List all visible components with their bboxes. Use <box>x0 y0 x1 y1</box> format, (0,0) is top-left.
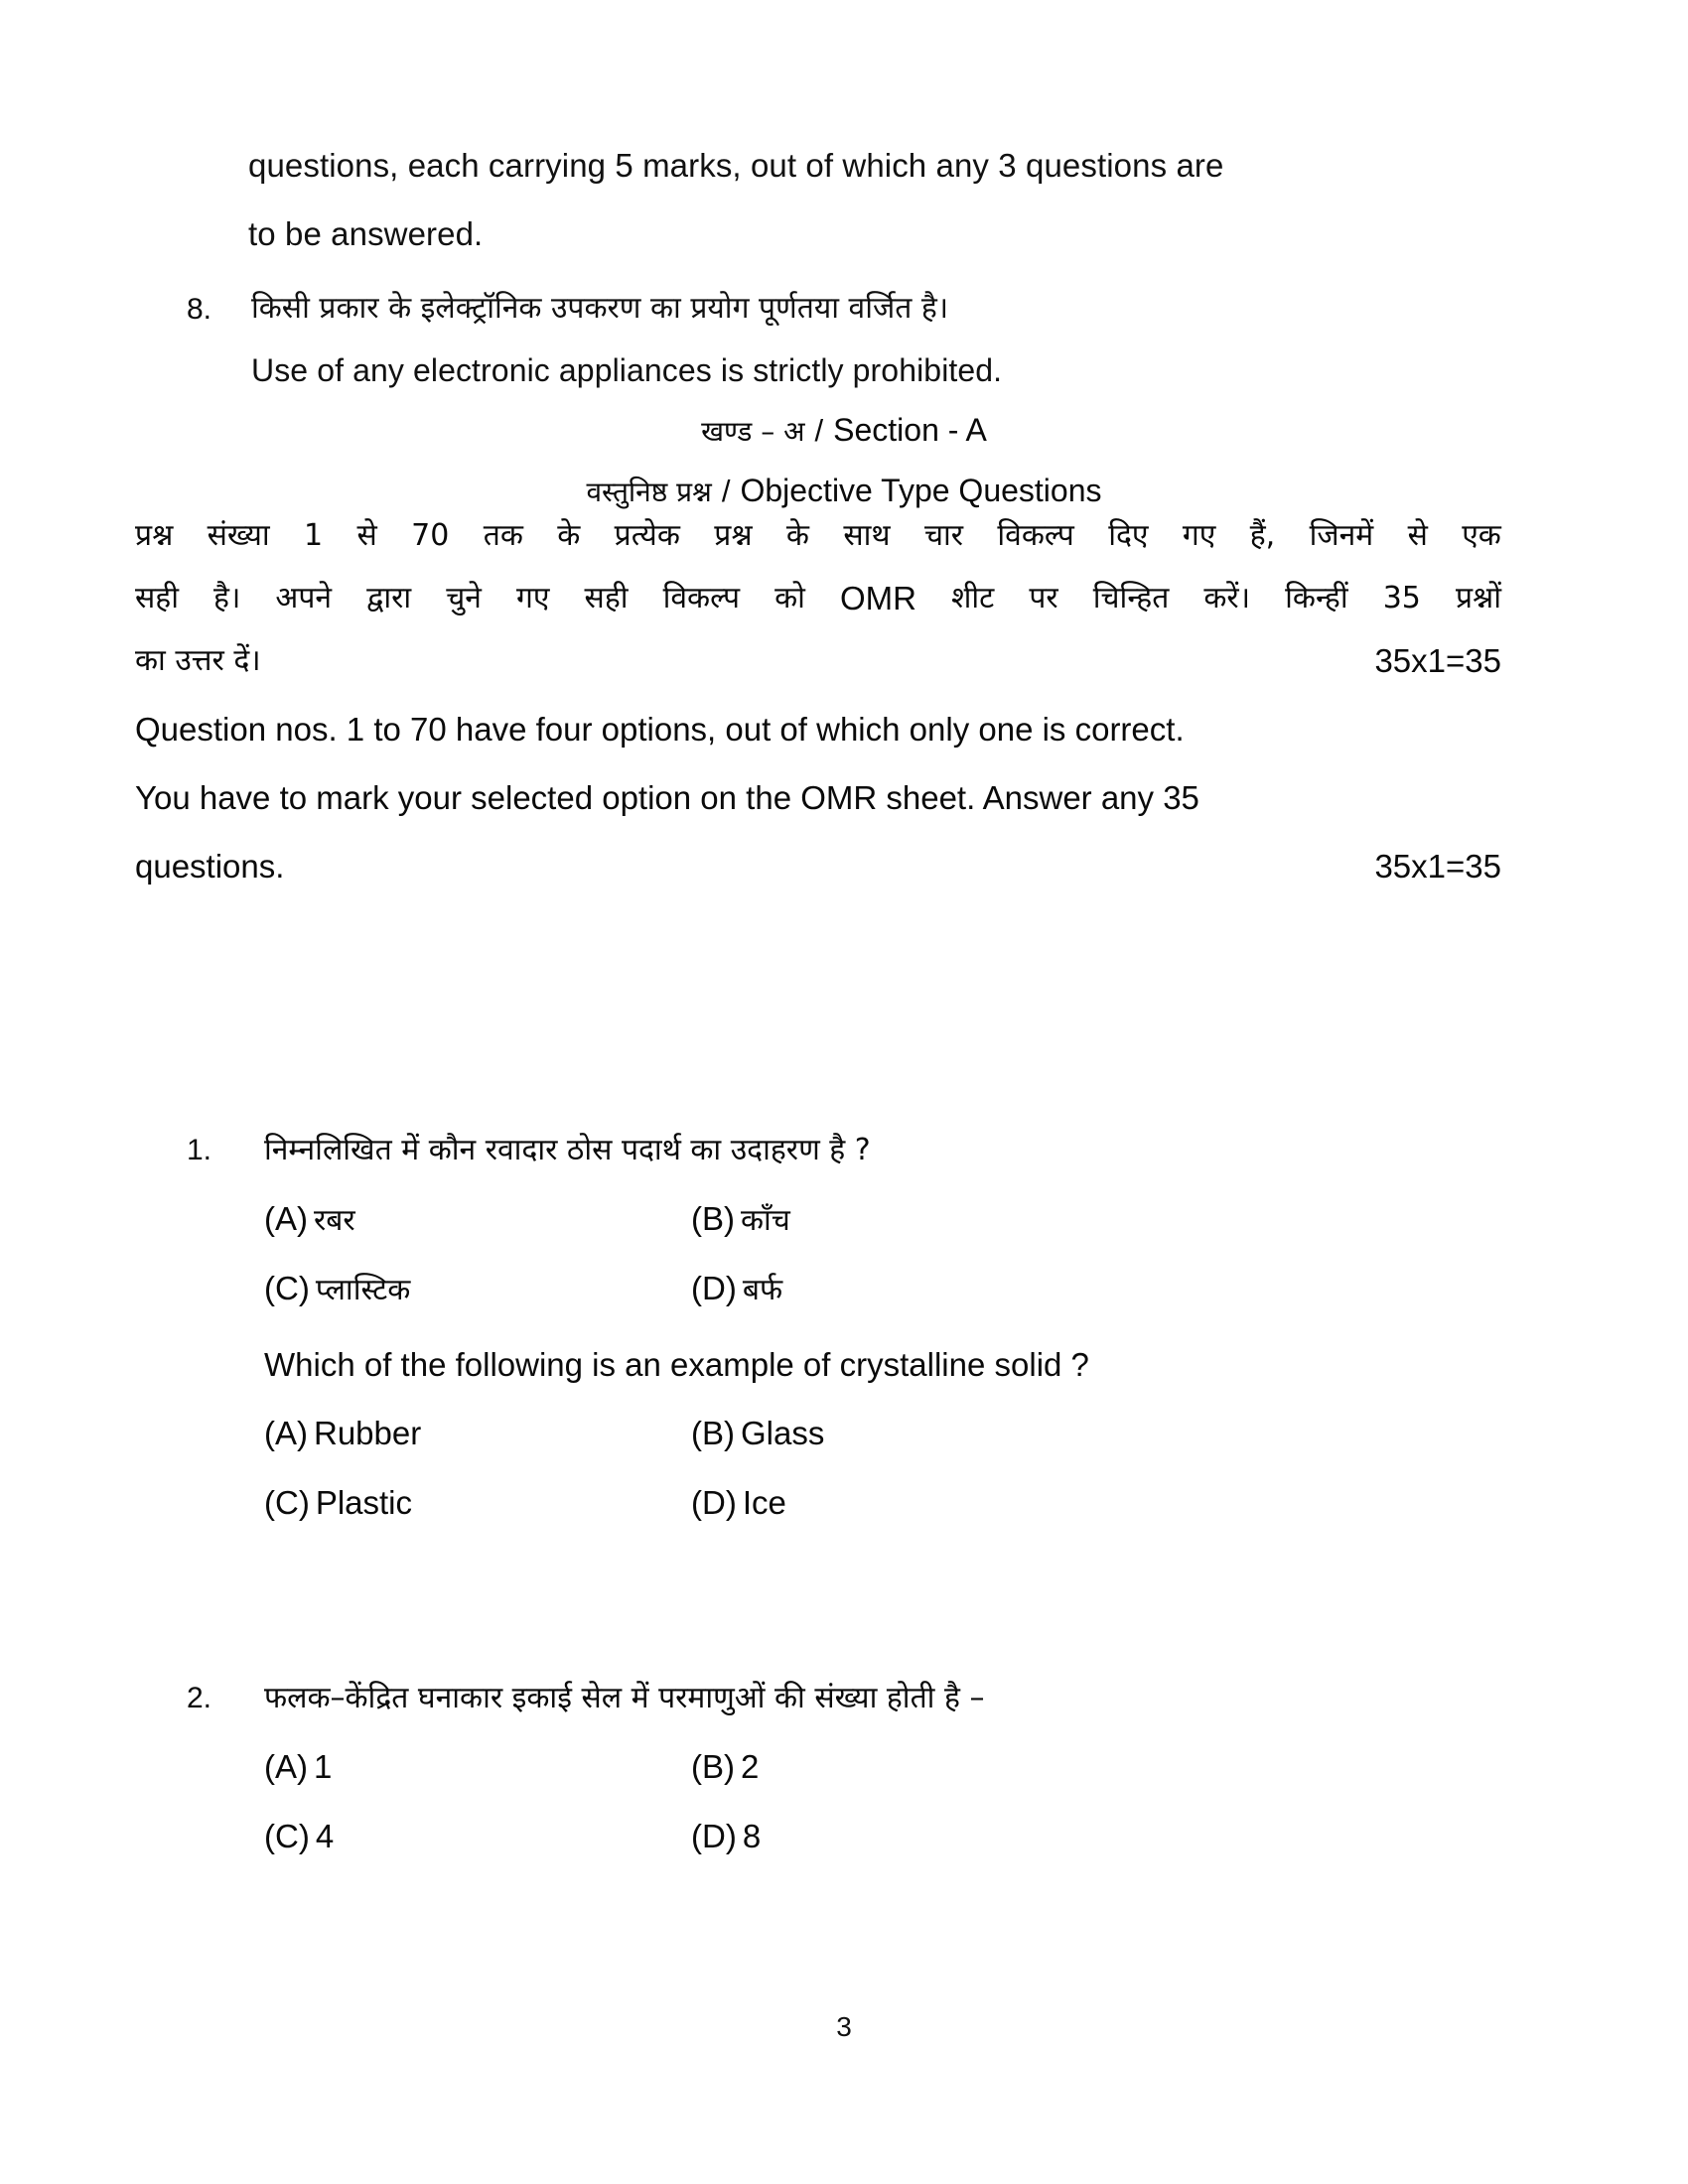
instructions-hindi-line-2 <box>135 567 1501 629</box>
objective-heading-separator: / <box>721 474 731 508</box>
instructions-hindi-line-3 <box>135 629 1501 692</box>
instruction-word: संख्या <box>207 518 270 553</box>
instruction-word: सही <box>584 581 629 615</box>
instruction-word: शीट <box>951 581 995 615</box>
option-tag: (B) <box>691 1200 735 1237</box>
question-2-option-c-hindi[interactable] <box>264 1805 691 1874</box>
instruction-item-body <box>248 278 1501 401</box>
instruction-word: विकल्प <box>662 581 740 615</box>
question-1-option-c-hindi[interactable] <box>264 1257 691 1326</box>
instruction-word: 70 <box>411 518 450 553</box>
instruction-word: से <box>356 518 377 553</box>
continued-paragraph <box>248 131 1501 268</box>
question-1-number: 1. <box>187 1134 212 1166</box>
question-1-stem-english: Which of the following is an example of crystalline solid ? <box>264 1346 1089 1383</box>
question-1-option-b-hindi[interactable] <box>691 1187 1501 1257</box>
instruction-word: विकल्प <box>997 518 1074 553</box>
instruction-word: OMR <box>839 580 916 616</box>
option-tag: (A) <box>264 1200 308 1237</box>
option-tag: (D) <box>691 1818 737 1854</box>
question-2-options-hindi <box>264 1729 1501 1874</box>
instruction-word: 35 <box>1382 581 1421 615</box>
instruction-word: से <box>1407 518 1428 553</box>
question-1-body <box>264 1120 1501 1541</box>
instruction-word: प्रश्न <box>714 518 753 553</box>
instruction-word: तक <box>483 518 523 553</box>
instructions-english-marks: 35x1=35 <box>1374 848 1501 885</box>
continued-paragraph-line-1: questions, each carrying 5 marks, out of which any 3 questions are <box>248 147 1224 184</box>
instructions-english <box>135 695 1501 900</box>
instructions-english-line-3: questions. <box>135 848 285 885</box>
instruction-word: गए <box>1182 518 1216 553</box>
instruction-word: प्रत्येक <box>614 518 680 553</box>
section-heading-hindi: खण्ड – अ <box>701 415 805 448</box>
instruction-word: पर <box>1029 581 1058 615</box>
question-1-option-a-hindi[interactable] <box>264 1187 691 1257</box>
option-tag: (B) <box>691 1415 735 1451</box>
question-1-option-a-english[interactable] <box>264 1402 691 1471</box>
instructions-english-line-1: Question nos. 1 to 70 have four options, out of which only one is correct. <box>135 711 1185 748</box>
objective-heading-hindi: वस्तुनिष्ठ प्रश्न <box>586 476 712 508</box>
instruction-word: एक <box>1462 518 1501 553</box>
instructions-hindi <box>135 504 1501 692</box>
instruction-word: चिन्हित <box>1092 581 1170 615</box>
instructions-english-line-3-row <box>135 832 1501 900</box>
option-value: Ice <box>742 1484 786 1521</box>
question-1-option-d-hindi[interactable] <box>691 1257 1501 1326</box>
question-1-options-english <box>264 1396 1501 1541</box>
page-number: 3 <box>836 2011 852 2042</box>
instruction-word: प्रश्नों <box>1455 581 1501 615</box>
option-value: 1 <box>314 1748 333 1785</box>
option-tag: (A) <box>264 1748 308 1785</box>
instruction-item-hindi: किसी प्रकार के इलेक्ट्रॉनिक उपकरण का प्रयोग पूर्णतया वर्जित है। <box>251 291 949 326</box>
instruction-word: है। <box>213 581 241 615</box>
instruction-word: के <box>785 518 809 553</box>
question-2-stem-hindi: फलक–केंद्रित घनाकार इकाई सेल में परमाणुओं की संख्या होती है – <box>264 1681 985 1715</box>
section-heading-separator: / <box>814 413 824 448</box>
question-2 <box>187 1668 1501 1874</box>
instruction-word: दिए <box>1108 518 1149 553</box>
question-1-stem-hindi: निम्नलिखित में कौन रवादार ठोस पदार्थ का उदाहरण है ? <box>264 1133 871 1167</box>
objective-heading-english: Objective Type Questions <box>740 473 1102 508</box>
instructions-english-line-2: You have to mark your selected option on the OMR sheet. Answer any 35 <box>135 779 1199 816</box>
instruction-word: चुने <box>446 581 482 615</box>
option-value: Rubber <box>314 1415 422 1451</box>
instruction-word: चार <box>923 518 964 553</box>
option-value: 8 <box>742 1818 762 1854</box>
option-value: Plastic <box>315 1484 413 1521</box>
question-1-option-b-english[interactable] <box>691 1402 1501 1471</box>
option-value: Glass <box>741 1415 825 1451</box>
question-2-number: 2. <box>187 1682 212 1714</box>
option-value: काँच <box>741 1203 790 1238</box>
instruction-word: गए <box>516 581 550 615</box>
instruction-word: जिनमें <box>1309 518 1374 553</box>
instruction-word: प्रश्न <box>135 518 174 553</box>
question-2-option-b-hindi[interactable] <box>691 1735 1501 1805</box>
option-tag: (C) <box>264 1270 310 1306</box>
instruction-word: साथ <box>843 518 891 553</box>
instructions-hindi-line-1 <box>135 504 1501 567</box>
option-value: प्लास्टिक <box>315 1273 411 1307</box>
instruction-word: हैं, <box>1249 518 1276 553</box>
question-1 <box>187 1120 1501 1541</box>
option-value: 2 <box>741 1748 760 1785</box>
instruction-word: सही <box>135 581 179 615</box>
continued-paragraph-line-2: to be answered. <box>248 215 484 252</box>
question-2-body <box>264 1668 1501 1874</box>
instruction-word: करें। <box>1203 581 1251 615</box>
question-1-option-d-english[interactable] <box>691 1471 1501 1541</box>
question-1-option-c-english[interactable] <box>264 1471 691 1541</box>
option-tag: (C) <box>264 1484 310 1521</box>
instructions-hindi-marks: 35x1=35 <box>1374 642 1501 679</box>
instruction-word: के <box>557 518 581 553</box>
instruction-item-number: 8. <box>187 293 212 326</box>
option-value: बर्फ <box>742 1273 783 1307</box>
option-value: 4 <box>315 1818 335 1854</box>
option-tag: (A) <box>264 1415 308 1451</box>
question-2-option-a-hindi[interactable] <box>264 1735 691 1805</box>
instruction-word: 1 <box>304 518 324 553</box>
instruction-word: अपने <box>275 581 333 615</box>
option-tag: (D) <box>691 1484 737 1521</box>
instruction-word: को <box>774 581 805 615</box>
question-1-options-hindi <box>264 1181 1501 1326</box>
option-tag: (C) <box>264 1818 310 1854</box>
instructions-hindi-line-3-text: का उत्तर दें। <box>135 643 261 678</box>
instruction-item-8 <box>187 278 1501 401</box>
instruction-item-english: Use of any electronic appliances is strictly prohibited. <box>251 352 1003 388</box>
option-tag: (B) <box>691 1748 735 1785</box>
instruction-word: किन्हीं <box>1285 581 1348 615</box>
section-heading-english: Section - A <box>833 412 987 448</box>
section-heading-line-1 <box>187 403 1501 464</box>
option-value: रबर <box>314 1203 355 1238</box>
option-tag: (D) <box>691 1270 737 1306</box>
instruction-word: द्वारा <box>366 581 412 615</box>
question-2-option-d-hindi[interactable] <box>691 1805 1501 1874</box>
